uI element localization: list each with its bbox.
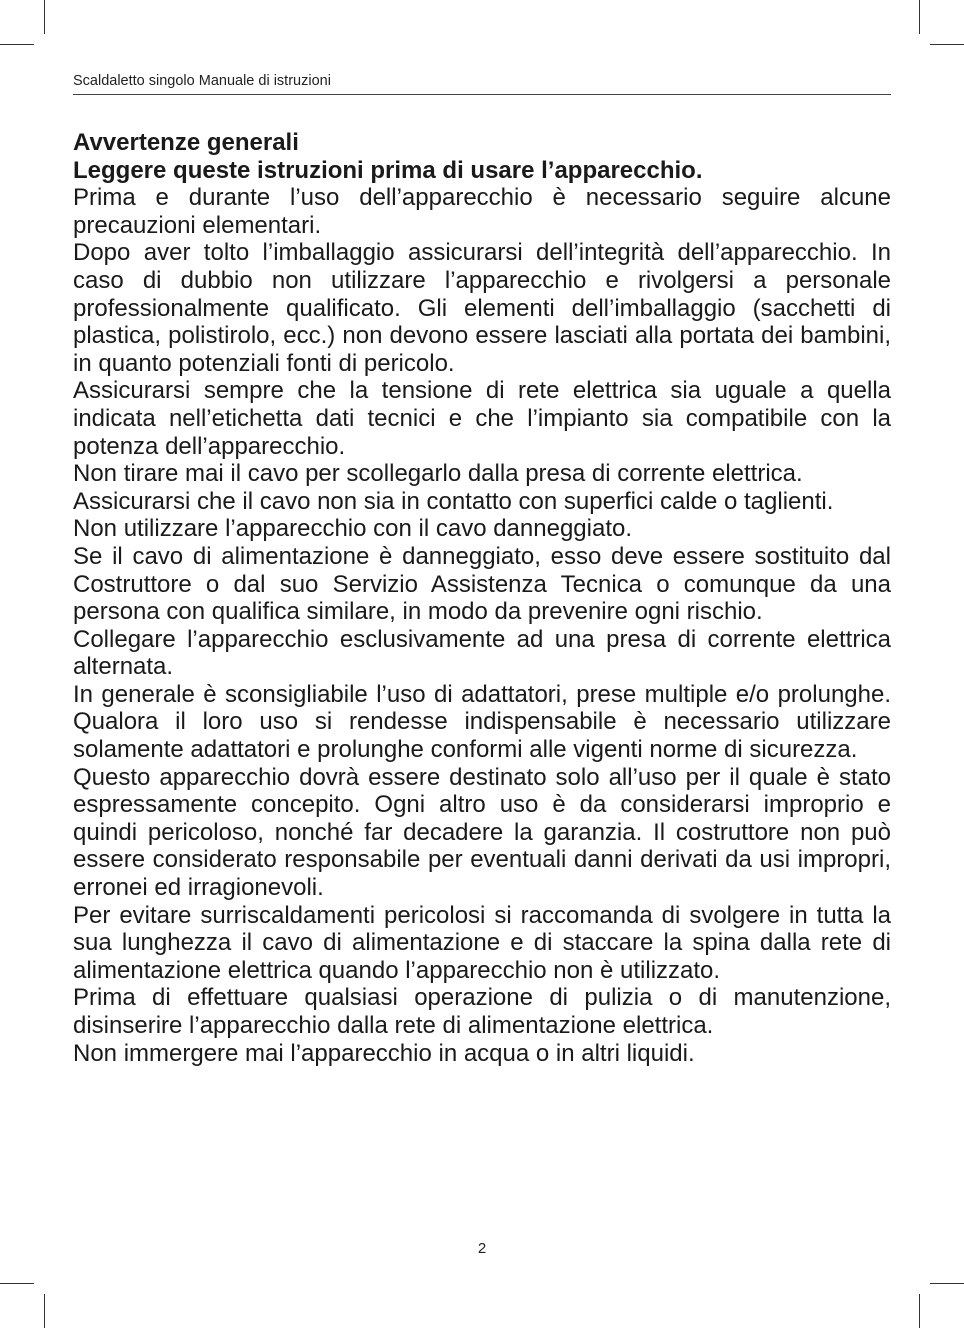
running-header	[73, 70, 891, 95]
paragraph: Non tirare mai il cavo per scollegarlo dalla presa di corrente elettrica.	[73, 460, 803, 488]
document-body	[73, 129, 891, 1067]
crop-mark-top-right-vertical	[919, 0, 920, 34]
crop-mark-bottom-left-vertical	[44, 1294, 45, 1328]
crop-mark-bottom-right-horizontal	[930, 1283, 964, 1284]
crop-mark-top-left-vertical	[44, 0, 45, 34]
paragraph: Assicurarsi sempre che la tensione di rete elettrica sia uguale a quella indicata nell’etichetta dati tecnici e che l’impianto sia compatibile con la potenza dell’apparecchio.	[73, 377, 891, 460]
running-header-title: Scaldaletto singolo Manuale di istruzioni	[73, 73, 331, 89]
page-number: 2	[477, 1240, 487, 1257]
section-title: Avvertenze generali	[73, 129, 299, 156]
paragraph: Prima e durante l’uso dell’apparecchio è necessario seguire alcune precauzioni elementari.	[73, 184, 891, 239]
paragraph: Dopo aver tolto l’imballaggio assicurarsi dell’integrità dell’apparecchio. In caso di dubbio non utilizzare l’apparecchio e rivolgersi a personale professionalmente qualificato. Gli elementi dell’imballaggio (sacchetti di plastica, polistirolo, ecc.) non devono essere lasciati alla portata dei bambini, in quanto potenziali fonti di pericolo.	[73, 239, 891, 377]
paragraph: Se il cavo di alimentazione è danneggiato, esso deve essere sostituito dal Costruttore o dal suo Servizio Assistenza Tecnica o comunque da una persona con qualifica similare, in modo da prevenire ogni rischio.	[73, 542, 891, 626]
paragraph: Per evitare surriscaldamenti pericolosi si raccomanda di svolgere in tutta la sua lunghezza il cavo di alimentazione e di staccare la spina dalla rete di alimentazione elettrica quando l’apparecchio non è utilizzato.	[73, 901, 891, 984]
crop-mark-top-left-horizontal	[0, 44, 34, 45]
paragraph: Prima di effettuare qualsiasi operazione di pulizia o di manutenzione, disinserire l’apparecchio dalla rete di alimentazione elettrica.	[73, 984, 891, 1039]
crop-mark-bottom-left-horizontal	[0, 1283, 34, 1284]
paragraph: Questo apparecchio dovrà essere destinato solo all’uso per il quale è stato espressamente concepito. Ogni altro uso è da considerarsi improprio e quindi pericoloso, nonché far decadere la garanzia. Il costruttore non può essere considerato responsabile per eventuali danni derivati da usi impropri, erronei ed irragionevoli.	[73, 763, 891, 902]
paragraph: Non immergere mai l’apparecchio in acqua o in altri liquidi.	[73, 1039, 695, 1067]
crop-mark-top-right-horizontal	[930, 44, 964, 45]
paragraph: Collegare l’apparecchio esclusivamente ad una presa di corrente elettrica alternata.	[73, 625, 891, 681]
crop-mark-bottom-right-vertical	[919, 1294, 920, 1328]
section-subtitle: Leggere queste istruzioni prima di usare l’apparecchio.	[73, 156, 703, 184]
paragraph: Non utilizzare l’apparecchio con il cavo danneggiato.	[73, 515, 633, 543]
paragraph: In generale è sconsigliabile l’uso di adattatori, prese multiple e/o prolunghe. Qualora il loro uso si rendesse indispensabile è necessario utilizzare solamente adattatori e prolunghe conformi alle vigenti norme di sicurezza.	[73, 680, 891, 764]
paragraph: Assicurarsi che il cavo non sia in contatto con superfici calde o taglienti.	[73, 487, 834, 515]
